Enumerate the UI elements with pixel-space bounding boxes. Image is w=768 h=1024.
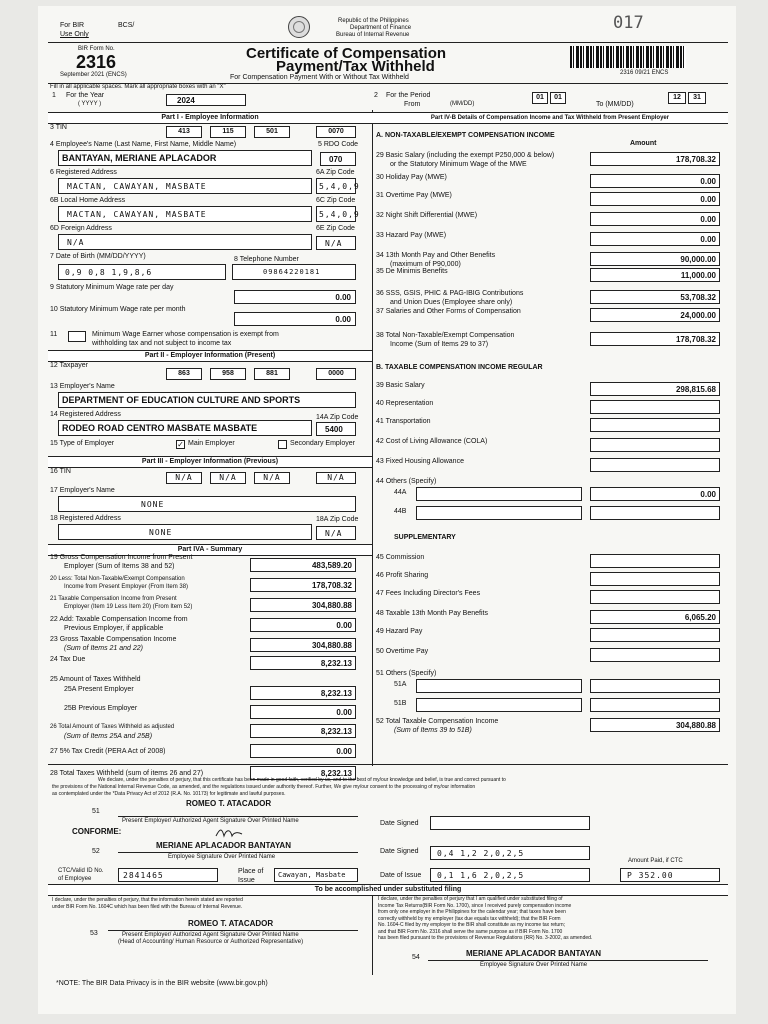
form-number: 2316 (76, 52, 117, 72)
bir-form-2316: For BIR BCS/ Use Only Republic of the Philippines Department of Finance Bureau of Internal Revenue 017 BIR Form No. 2316 September 2021 (ENCS) Certificate of Compensation Payment/Tax Withheld For Compensation Payment With or Without Tax Withheld 2316 09/21 ENCS Fill in all applicable spaces. Mark all appropriate boxes with an "X" 1 For the Year ( YYYY ) 2024 2 For the Period From (MM/DD) 01 01 To (MM/DD) 12 31 Part I - Employee Information 3 TIN 413 115 501 0070 4 Employee's Name (Last Name, First Name, Middle Name) 5 RDO Code BANTAYAN, MERIANE APLACADOR 070 6 Registered Address 6A Zip Code MACTAN, CAWAYAN, MASBATE 5,4,0,9 6B Local Home Address 6C Zip Code MACTAN, CAWAYAN, MASBATE 5,4,0,9 6D Foreign Address 6E Zip Code N/A N/A 7 Date of Birth (MM/DD/YYYY) 8 Telephone Number 0,9 0,8 1,9,8,6 09864220181 9 Statutory Minimum Wage rate per day 0.00 10 Statutory Minimum Wage rate per month 0.00 11 Minimum Wage Earner whose compensation is exempt from withholding tax and not subject to income tax Part II - Employer Information (Present) 12 Taxpayer 863 958 881 0000 13 Employer's Name DEPARTMENT OF EDUCATION CULTURE AND SPORTS 14 Registered Address 14A Zip Code RODEO ROAD CENTRO MASBATE MASBATE 5400 15 Type of Employer ✓ Main Employer Secondary Employer Part III - Employer Information (Previous) 16 TIN N/A N/A N/A N/A 17 Employer's Name NONE 18 Registered Address 18A Zip Code NONE N/A Part IVA - Summary 19 Gross Compensation Income from Present Employer (Sum of Items 38 and 52) 483,589.20 20 Less: Total Non-Taxable/Exempt Compensation Income from Present Employer (From Item 38) 178,708.32 21 Taxable Compensation Income from Present Employer (Item 19 Less Item 20) (From Item 52) 304,880.88 22 Add: Taxable Compensation Income from Previous Employer, if applicable 0.00 23 Gross Taxable Compensation Income (Sum of Items 21 and 22) 304,880.88 24 Tax Due 8,232.13 25 Amount of Taxes Withheld 25A Present Employer 8,232.13 25B Previous Employer 0.00 26 Total Amount of Taxes Withheld as adjusted (Sum of Items 25A and 25B) 8,232.13 27 5% Tax Credit (PERA Act of 2008) 0.00 28 Total Taxes Withheld (sum of items 26 and 27) 8,232.13 Part IV-B Details of Compensation Income and Tax Withheld from Present Employer A. NON-TAXABLE/EXEMPT COMPENSATION INCOME Amount 29 Basic Salary (including the exempt P250,000 & below) or the Statutory Minimum Wage of the MWE 178,708.32 30 Holiday Pay (MWE) 0.00 31 Overtime Pay (MWE) 0.00 32 Night Shift Differential (MWE) 0.00 33 Hazard Pay (MWE) 0.00 34 13th Month Pay and Other Benefits (maximum of P90,000) 90,000.00 35 De Minimis Benefits 11,000.00 36 SSS, GSIS, PHIC & PAG-IBIG Contributions and Union Dues (Employee share only) 53,708.32 37 Salaries and Other Forms of Compensation 24,000.00 38 Total Non-Taxable/Exempt Compensation Income (Sum of Items 29 to 37) 178,708.32 B. TAXABLE COMPENSATION INCOME REGULAR 39 Basic Salary 298,815.68 40 Representation 41 Transportation 42 Cost of Living Allowance (COLA) 43 Fixed Housing Allowance 44 Others (Specify) 44A 0.00 44B SUPPLEMENTARY 45 Commission 46 Profit Sharing 47 Fees Including Director's Fees 48 Taxable 13th Month Pay Benefits 6,065.20 49 Hazard Pay 50 Overtime Pay 51 Others (Specify) 51A 51B 52 Total Taxable Compensation Income (Sum of Items 39 to 51B) 304,880.88 We declare, under the penalties of perjury, that this certificate has been made in good faith, verified by us, and to the best of my/our knowledge and belief, is true and correct pursuant to the provisions of the National Internal Revenue Code, as amended, and the regulations issued under authority thereof. Further, We give my/our consent to the processing of my/our information as contemplated under the *Data Privacy Act of 2012 (R.A. No. 10173) for legitimate and lawful purposes. 51 ROMEO T. ATACADOR Present Employer/ Authorized Agent Signature Over Printed Name Date Signed CONFORME: 52 MERIANE APLACADOR BANTAYAN Employee Signature Over Printed Name Date Signed 0,4 1,2 2,0,2,5 Amount Paid, if CTC CTC/Valid ID No. of Employee 2841465 Place of Issue Cawayan, Masbate Date of Issue 0,1 1,6 2,0,2,5 P 352.00 To be accomplished under substituted filing I declare, under the penalties of perjury, that the information herein stated are reported under BIR Form No. 1604C which has been filed with the Bureau of Internal Revenue. 53 ROMEO T. ATACADOR Present Employer/ Authorized Agent Signature Over Printed Name (Head of Accounting/ Human Resource or Authorized Representative) I declare, under the penalties of perjury that I am qualified under substituted filing of Income Tax Returns(BIR Form No. 1700), since I received purely compensation income from only one employer in the Philippines for the calendar year; that taxes have been correctly withheld by my employer (tax due equals tax withheld); that the BIR Form No. 1604-C filed by my employer to the BIR shall constitute as my income tax return; and that BIR Form No. 2316 shall serve the same purpose as if BIR Form No. 1700 has been filed pursuant to the provisions of Revenue Regulations (RR) No. 3-2002, as amended. 54 MERIANE APLACADOR BANTAYAN Employee Signature Over Printed Name *NOTE: The BIR Data Privacy is in the BIR website (www.bir.gov.ph) (38, 6, 736, 1014)
item-34-label: 34 13th Month Pay and Other Benefits (376, 252, 496, 259)
item-49-field[interactable] (590, 628, 720, 642)
item-46-field[interactable] (590, 572, 720, 586)
item-21-field[interactable]: 304,880.88 (250, 598, 356, 612)
item-35-field[interactable]: 11,000.00 (590, 268, 720, 282)
item-23-field[interactable]: 304,880.88 (250, 638, 356, 652)
right-signer-name: MERIANE APLACADOR BANTAYAN (466, 949, 601, 958)
zip-6c-field[interactable]: 5,4,0,9 (316, 206, 356, 222)
for-bir-label: For BIR (60, 22, 85, 29)
item-47-field[interactable] (590, 590, 720, 604)
item-48-field[interactable]: 6,065.20 (590, 610, 720, 624)
employee-tin-2[interactable]: 115 (210, 126, 246, 138)
employee-tin-1[interactable]: 413 (166, 126, 202, 138)
bir-seal-icon (288, 16, 310, 38)
privacy-note: *NOTE: The BIR Data Privacy is in the BIR website (www.bir.gov.ph) (56, 980, 268, 987)
prev-tin-4[interactable]: N/A (316, 472, 356, 484)
declaration-line3: as contemplated under the *Data Privacy Act of 2012 (R.A. No. 10173) for legitimate and lawful purposes. (52, 791, 286, 797)
item-25b-field[interactable]: 0.00 (250, 705, 356, 719)
item-22-field[interactable]: 0.00 (250, 618, 356, 632)
item-37-field[interactable]: 24,000.00 (590, 308, 720, 322)
item-41-field[interactable] (590, 418, 720, 432)
barcode-icon (570, 46, 686, 68)
year-field[interactable]: 2024 (166, 94, 246, 106)
period-label: For the Period (386, 92, 431, 99)
item-29-label: 29 Basic Salary (including the exempt P250,000 & below) (376, 152, 555, 159)
declaration-line2: the provisions of the National Internal Revenue Code, as amended, and the regulations issued under authority thereof. Further, We give my/our consent to the processing of my/our information (52, 784, 476, 790)
use-only-label: Use Only (60, 31, 89, 38)
department-label: Department of Finance (350, 25, 412, 31)
item-30-label: 30 Holiday Pay (MWE) (376, 174, 447, 181)
item-28-field[interactable]: 8,232.13 (250, 766, 356, 780)
item-44b-amount-field[interactable] (590, 506, 720, 520)
item-50-label: 50 Overtime Pay (376, 648, 429, 655)
rdo-code-field[interactable]: 070 (320, 152, 356, 166)
item-41-label: 41 Transportation (376, 418, 431, 425)
employee-name-field[interactable]: BANTAYAN, MERIANE APLACADOR (58, 150, 312, 166)
item-46-label: 46 Profit Sharing (376, 572, 429, 579)
conforme-label: CONFORME: (72, 827, 122, 836)
part4b-title: Part IV-B Details of Compensation Income and Tax Withheld from Present Employer (372, 112, 728, 124)
item-47-label: 47 Fees Including Director's Fees (376, 590, 481, 597)
period-from-month[interactable]: 01 (532, 92, 548, 104)
form-title-line2: Payment/Tax Withheld (276, 58, 435, 75)
year-label: For the Year (66, 92, 105, 99)
item-26-field[interactable]: 8,232.13 (250, 724, 356, 738)
supplementary-title: SUPPLEMENTARY (394, 534, 456, 541)
employee-tin-3[interactable]: 501 (254, 126, 290, 138)
employer-date-signed-field[interactable] (430, 816, 590, 830)
prev-tin-3[interactable]: N/A (254, 472, 290, 484)
item-43-label: 43 Fixed Housing Allowance (376, 458, 464, 465)
item-38-sublabel: Income (Sum of Items 29 to 37) (390, 341, 489, 348)
item-51a-amount-field[interactable] (590, 679, 720, 693)
item-50-field[interactable] (590, 648, 720, 662)
prev-employer-zip-field[interactable]: N/A (316, 526, 356, 540)
item-40-label: 40 Representation (376, 400, 434, 407)
item-51a-spec-field[interactable] (416, 679, 582, 693)
smw-per-day-field[interactable]: 0.00 (234, 290, 356, 304)
smw-per-month-field[interactable]: 0.00 (234, 312, 356, 326)
mwe-checkbox[interactable] (68, 331, 86, 342)
instructions: Fill in all applicable spaces. Mark all appropriate boxes with an "X" (50, 84, 226, 90)
declaration-line1: We declare, under the penalties of perjury, that this certificate has been made in good faith, verified by us, and to the best of my/our knowledge and belief, is true and correct pursuant to (98, 777, 506, 783)
secondary-employer-checkbox[interactable] (278, 440, 287, 449)
substituted-declaration-line: No. 1604-C filed by my employer to the BIR shall constitute as my income tax return; (378, 922, 566, 928)
item-35-label: 35 De Minimis Benefits (376, 268, 448, 275)
employer-address-field[interactable]: RODEO ROAD CENTRO MASBATE MASBATE (58, 420, 312, 436)
item-51b-amount-field[interactable] (590, 698, 720, 712)
item-36-sublabel: and Union Dues (Employee share only) (390, 299, 513, 306)
item-25a-field[interactable]: 8,232.13 (250, 686, 356, 700)
item-24-field[interactable]: 8,232.13 (250, 656, 356, 670)
employer-tin-3[interactable]: 881 (254, 368, 290, 380)
part4a-title: Part IVA - Summary (48, 544, 372, 556)
section-b-title: B. TAXABLE COMPENSATION INCOME REGULAR (376, 364, 543, 371)
item-44a-amount-field[interactable]: 0.00 (590, 487, 720, 501)
form-subtitle: For Compensation Payment With or Without Tax Withheld (230, 74, 409, 81)
period-to-month[interactable]: 12 (668, 92, 686, 104)
prev-tin-2[interactable]: N/A (210, 472, 246, 484)
item-36-field[interactable]: 53,708.32 (590, 290, 720, 304)
item-51b-spec-field[interactable] (416, 698, 582, 712)
prev-employer-address-field[interactable]: NONE (58, 524, 312, 540)
item-36-label: 36 SSS, GSIS, PHIC & PAG-IBIG Contributions (376, 290, 524, 297)
item-29-sublabel: or the Statutory Minimum Wage of the MWE (390, 161, 527, 168)
substituted-declaration-line: from only one employer in the Philippines for the calendar year; that taxes have been (378, 909, 566, 915)
item-31-label: 31 Overtime Pay (MWE) (376, 192, 452, 199)
item-44a-spec-field[interactable] (416, 487, 582, 501)
part2-title: Part II - Employer Information (Present) (48, 350, 372, 362)
amount-paid-field[interactable]: P 352.00 (620, 868, 720, 882)
bureau-label: Bureau of Internal Revenue (336, 32, 410, 38)
substituted-declaration-line: Income Tax Returns(BIR Form No. 1700), since I received purely compensation income (378, 902, 572, 909)
item-31-field[interactable]: 0.00 (590, 192, 720, 206)
main-employer-checkbox[interactable]: ✓ (177, 440, 184, 449)
period-from-day[interactable]: 01 (550, 92, 566, 104)
item-37-label: 37 Salaries and Other Forms of Compensation (376, 308, 521, 315)
item-48-label: 48 Taxable 13th Month Pay Benefits (376, 610, 488, 617)
item-52-field[interactable]: 304,880.88 (590, 718, 720, 732)
prev-tin-1[interactable]: N/A (166, 472, 202, 484)
employee-signer-name: MERIANE APLACADOR BANTAYAN (156, 841, 291, 850)
item-38-field[interactable]: 178,708.32 (590, 332, 720, 346)
employee-signature (214, 826, 244, 840)
item-38-label: 38 Total Non-Taxable/Exempt Compensation (376, 332, 515, 339)
prev-employer-name-field[interactable]: NONE (58, 496, 356, 512)
section-a-title: A. NON-TAXABLE/EXEMPT COMPENSATION INCOME (376, 132, 555, 139)
foreign-address-field[interactable]: N/A (58, 234, 312, 250)
substituted-declaration-line: has been filed pursuant to the provisions of Revenue Regulations (RR) No. 3-2002, as amended. (378, 935, 593, 941)
form-date: September 2021 (ENCS) (60, 72, 127, 78)
employer-name-field[interactable]: DEPARTMENT OF EDUCATION CULTURE AND SPORTS (58, 392, 356, 408)
employer-tin-1[interactable]: 863 (166, 368, 202, 380)
local-address-field[interactable]: MACTAN, CAWAYAN, MASBATE (58, 206, 312, 222)
item-33-field[interactable]: 0.00 (590, 232, 720, 246)
item-40-field[interactable] (590, 400, 720, 414)
item-43-field[interactable] (590, 458, 720, 472)
item-42-field[interactable] (590, 438, 720, 452)
telephone-field[interactable]: 09864220181 (232, 264, 356, 280)
item-39-label: 39 Basic Salary (376, 382, 425, 389)
employer-tin-2[interactable]: 958 (210, 368, 246, 380)
substituted-declaration-line: I declare, under the penalties of perjury that I am qualified under substituted filing of (378, 896, 563, 902)
item-32-field[interactable]: 0.00 (590, 212, 720, 226)
item-34-sublabel: (maximum of P90,000) (390, 261, 461, 268)
form-title-line1: Certificate of Compensation (246, 45, 447, 62)
item-42-label: 42 Cost of Living Allowance (COLA) (376, 438, 488, 445)
bcs-label: BCS/ (118, 22, 135, 29)
item-19-field[interactable]: 483,589.20 (250, 558, 356, 572)
item-34-field[interactable]: 90,000.00 (590, 252, 720, 266)
ctc-date-issue-field[interactable]: 0,1 1,6 2,0,2,5 (430, 868, 590, 882)
ctc-number-field[interactable]: 2841465 (118, 868, 218, 882)
item-30-field[interactable]: 0.00 (590, 174, 720, 188)
republic-label: Republic of the Philippines (338, 18, 409, 24)
part1-title: Part I - Employee Information (48, 112, 372, 124)
item-27-field[interactable]: 0.00 (250, 744, 356, 758)
item-39-field[interactable]: 298,815.68 (590, 382, 720, 396)
item-49-label: 49 Hazard Pay (376, 628, 423, 635)
item-45-field[interactable] (590, 554, 720, 568)
substituted-declaration-line: and that BIR Form No. 2316 shall serve the same purpose as if BIR Form No. 1700 (378, 928, 563, 935)
item-44b-spec-field[interactable] (416, 506, 582, 520)
employee-date-signed-field[interactable]: 0,4 1,2 2,0,2,5 (430, 846, 590, 860)
barcode-label: 2316 09/21 ENCS (620, 70, 669, 76)
zip-6a-field[interactable]: 5,4,0,9 (316, 178, 356, 194)
left-signer-name: ROMEO T. ATACADOR (188, 919, 274, 928)
item-45-label: 45 Commission (376, 554, 425, 561)
date-of-birth-field[interactable]: 0,9 0,8 1,9,8,6 (58, 264, 226, 280)
amount-header: Amount (630, 140, 657, 147)
registered-address-field[interactable]: MACTAN, CAWAYAN, MASBATE (58, 178, 312, 194)
item-33-label: 33 Hazard Pay (MWE) (376, 232, 447, 239)
item-29-field[interactable]: 178,708.32 (590, 152, 720, 166)
employer-zip-field[interactable]: 5400 (316, 422, 356, 436)
item-32-label: 32 Night Shift Differential (MWE) (376, 212, 478, 219)
part3-title: Part III - Employer Information (Previous) (48, 456, 372, 468)
form-no-label: BIR Form No. (78, 46, 115, 52)
ctc-place-field[interactable]: Cawayan, Masbate (274, 868, 358, 882)
employer-tin-4[interactable]: 0000 (316, 368, 356, 380)
employee-tin-4[interactable]: 0070 (316, 126, 356, 138)
substituted-filing-title: To be accomplished under substituted filing (48, 884, 728, 896)
period-to-day[interactable]: 31 (688, 92, 706, 104)
employer-signer-name: ROMEO T. ATACADOR (186, 799, 272, 808)
zip-6e-field[interactable]: N/A (316, 236, 356, 250)
handwritten-number: 017 (613, 13, 644, 33)
item-20-field[interactable]: 178,708.32 (250, 578, 356, 592)
substituted-declaration-line: correctly withheld by my employer (tax due equals tax withheld); that the BIR Form (378, 915, 561, 922)
